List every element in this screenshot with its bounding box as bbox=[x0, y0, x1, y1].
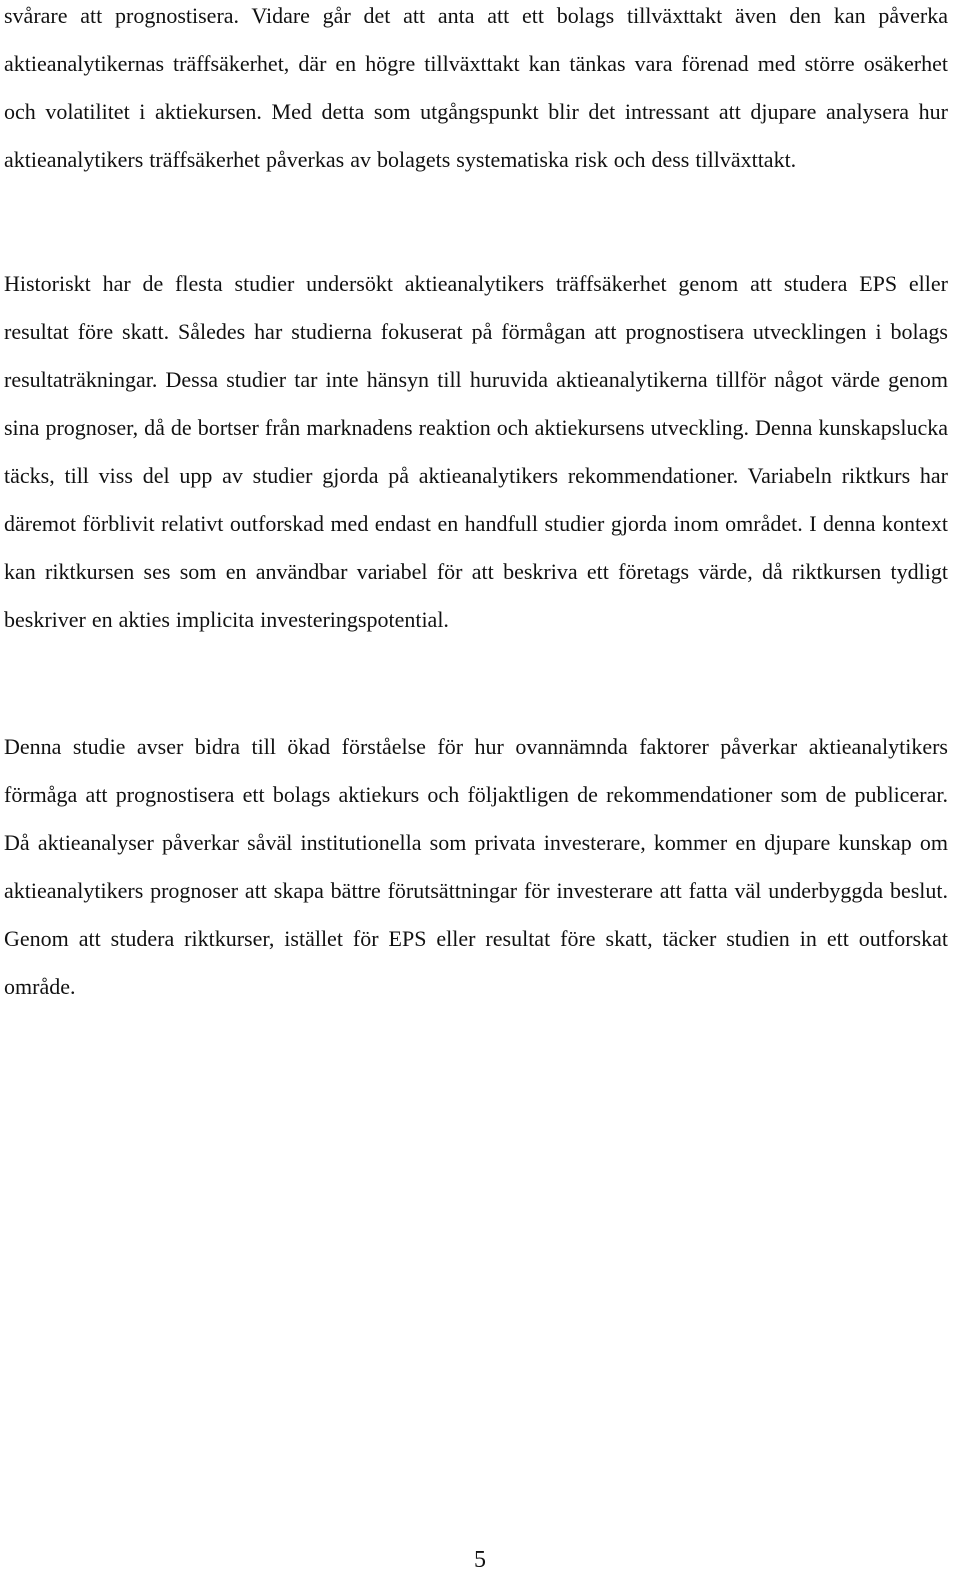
body-paragraph-2 bbox=[4, 260, 948, 644]
body-paragraph-1 bbox=[4, 0, 948, 184]
paragraph-text: svårare att prognostisera. Vidare går det att anta att ett bolags tillväxttakt även den kan påverka aktieanalytikernas träffsäkerhet, där en högre tillväxttakt kan tänkas vara förenad med större osäkerhet och volatilitet i aktiekursen. Med detta som utgångspunkt blir det intressant att djupare analysera hur aktieanalytikers träffsäkerhet påverkas av bolagets systematiska risk och dess tillväxttakt. bbox=[4, 3, 948, 172]
body-paragraph-3 bbox=[4, 723, 948, 1011]
paragraph-text: Denna studie avser bidra till ökad förståelse för hur ovannämnda faktorer påverkar aktieanalytikers förmåga att prognostisera ett bolags aktiekurs och följaktligen de rekommendationer som de publicerar. Då aktieanalyser påverkar såväl institutionella som privata investerare, kommer en djupare kunskap om aktieanalytikers prognoser att skapa bättre förutsättningar för investerare att fatta väl underbyggda beslut. Genom att studera riktkurser, istället för EPS eller resultat före skatt, täcker studien in ett outforskat område. bbox=[4, 734, 948, 999]
page-number: 5 bbox=[474, 1547, 486, 1573]
paragraph-text: Historiskt har de flesta studier undersökt aktieanalytikers träffsäkerhet genom att studera EPS eller resultat före skatt. Således har studierna fokuserat på förmågan att prognostisera utvecklingen i bolags resultaträkningar. Dessa studier tar inte hänsyn till huruvida aktieanalytikerna tillför något värde genom sina prognoser, då de bortser från marknadens reaktion och aktiekursens utveckling. Denna kunskapslucka täcks, till viss del upp av studier gjorda på aktieanalytikers rekommendationer. Variabeln riktkurs har däremot förblivit relativt outforskad med endast en handfull studier gjorda inom området. I denna kontext kan riktkursen ses som en användbar variabel för att beskriva ett företags värde, då riktkursen tydligt beskriver en akties implicita investeringspotential. bbox=[4, 271, 948, 632]
